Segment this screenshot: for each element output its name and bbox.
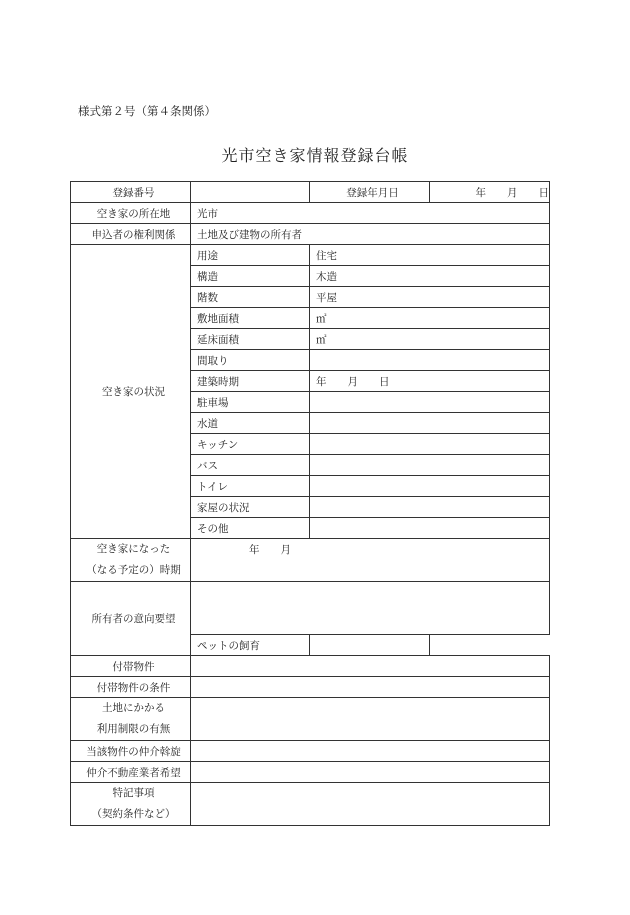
status-item-value[interactable]: 住宅 bbox=[310, 245, 550, 266]
status-item-value[interactable] bbox=[310, 497, 550, 518]
vacancy-time-value: 年 月 bbox=[249, 544, 291, 556]
attached-conditions-field[interactable] bbox=[191, 677, 550, 698]
registration-date-field[interactable]: 年 月 日 bbox=[430, 182, 550, 203]
table-row-broker-pref bbox=[71, 762, 550, 783]
registration-number-label: 登録番号 bbox=[71, 182, 191, 203]
page-title: 光市空き家情報登録台帳 bbox=[221, 146, 409, 165]
attached-label: 付帯物件 bbox=[71, 656, 191, 677]
status-item-value[interactable] bbox=[310, 518, 550, 539]
status-item-label: キッチン bbox=[191, 434, 310, 455]
status-item-label: 階数 bbox=[191, 287, 310, 308]
status-item-value[interactable] bbox=[310, 392, 550, 413]
registration-ledger-table bbox=[70, 181, 550, 826]
status-item-label: トイレ bbox=[191, 476, 310, 497]
brokerage-label: 当該物件の仲介斡旋 bbox=[71, 741, 191, 762]
status-item-label: 間取り bbox=[191, 350, 310, 371]
table-row-vacancy-time bbox=[71, 539, 550, 582]
land-restrictions-label-line1: 土地にかかる bbox=[102, 702, 165, 714]
status-item-value[interactable]: ㎡ bbox=[310, 308, 550, 329]
form-number: 様式第２号（第４条関係） bbox=[78, 104, 216, 118]
status-item-label: 用途 bbox=[191, 245, 310, 266]
remarks-field[interactable] bbox=[191, 783, 550, 826]
vacancy-time-label bbox=[71, 539, 191, 582]
vacancy-time-field[interactable] bbox=[191, 539, 550, 582]
table-row-status bbox=[71, 245, 550, 266]
vacancy-time-label-line1: 空き家になった bbox=[96, 543, 171, 555]
rights-label: 申込者の権利関係 bbox=[71, 224, 191, 245]
registration-date-label: 登録年月日 bbox=[310, 182, 430, 203]
pet-field[interactable] bbox=[310, 635, 430, 656]
land-restrictions-field[interactable] bbox=[191, 698, 550, 741]
owner-intent-label: 所有者の意向要望 bbox=[71, 582, 191, 656]
table-row-location bbox=[71, 203, 550, 224]
status-label: 空き家の状況 bbox=[71, 245, 191, 539]
status-item-value[interactable]: 年 月 日 bbox=[310, 371, 550, 392]
table-row-rights bbox=[71, 224, 550, 245]
status-item-value[interactable]: 平屋 bbox=[310, 287, 550, 308]
status-item-value[interactable] bbox=[310, 434, 550, 455]
status-item-label: 延床面積 bbox=[191, 329, 310, 350]
pet-blank bbox=[430, 635, 550, 656]
status-item-value[interactable] bbox=[310, 413, 550, 434]
table-row-registration-number bbox=[71, 182, 550, 203]
table-row-brokerage bbox=[71, 741, 550, 762]
status-item-label: 駐車場 bbox=[191, 392, 310, 413]
table-row-land-restrictions bbox=[71, 698, 550, 741]
status-item-value[interactable] bbox=[310, 476, 550, 497]
owner-intent-field[interactable] bbox=[191, 582, 550, 635]
status-item-value[interactable]: 木造 bbox=[310, 266, 550, 287]
status-item-value[interactable] bbox=[310, 350, 550, 371]
attached-conditions-label: 付帯物件の条件 bbox=[71, 677, 191, 698]
table-row-owner-intent bbox=[71, 582, 550, 635]
broker-pref-label: 仲介不動産業者希望 bbox=[71, 762, 191, 783]
status-item-label: 敷地面積 bbox=[191, 308, 310, 329]
status-item-label: 構造 bbox=[191, 266, 310, 287]
status-item-label: 水道 bbox=[191, 413, 310, 434]
status-item-label: その他 bbox=[191, 518, 310, 539]
table-row-remarks bbox=[71, 783, 550, 826]
location-field[interactable]: 光市 bbox=[191, 203, 550, 224]
status-item-label: 建築時期 bbox=[191, 371, 310, 392]
broker-pref-field[interactable] bbox=[191, 762, 550, 783]
registration-number-field[interactable] bbox=[191, 182, 310, 203]
vacancy-time-label-line2: （なる予定の）時期 bbox=[86, 564, 181, 576]
rights-field[interactable]: 土地及び建物の所有者 bbox=[191, 224, 550, 245]
land-restrictions-label-line2: 利用制限の有無 bbox=[96, 723, 171, 735]
remarks-label-line1: 特記事項 bbox=[112, 787, 155, 799]
table-row-attached bbox=[71, 656, 550, 677]
status-item-value[interactable]: ㎡ bbox=[310, 329, 550, 350]
pet-label: ペットの飼育 bbox=[191, 635, 310, 656]
status-item-label: 家屋の状況 bbox=[191, 497, 310, 518]
remarks-label bbox=[71, 783, 191, 826]
land-restrictions-label bbox=[71, 698, 191, 741]
table-row-attached-conditions bbox=[71, 677, 550, 698]
brokerage-field[interactable] bbox=[191, 741, 550, 762]
status-item-value[interactable] bbox=[310, 455, 550, 476]
location-label: 空き家の所在地 bbox=[71, 203, 191, 224]
attached-field[interactable] bbox=[191, 656, 550, 677]
status-item-label: バス bbox=[191, 455, 310, 476]
remarks-label-line2: （契約条件など） bbox=[91, 808, 176, 820]
